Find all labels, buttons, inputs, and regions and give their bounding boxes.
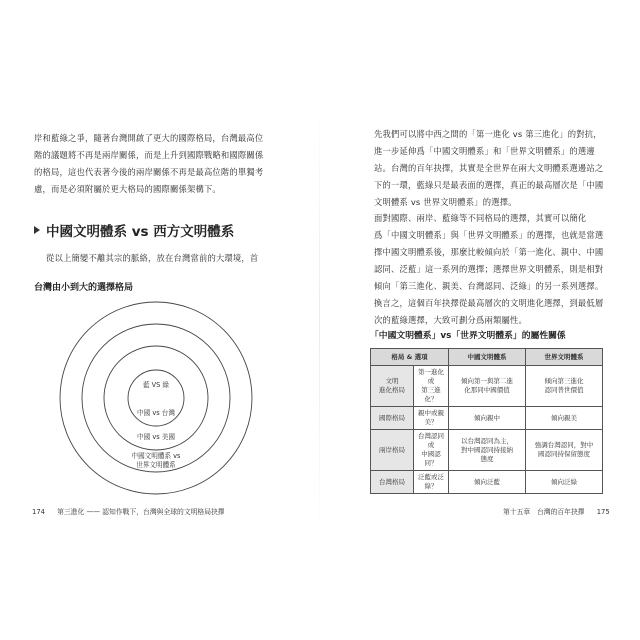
cell-scope	[371, 471, 414, 494]
table-row	[371, 430, 603, 471]
cell-world	[526, 471, 603, 494]
cell-text: 傾向親美	[551, 413, 577, 422]
cell-text: 進化格局	[379, 386, 405, 394]
text-line: 次的藍綠選擇，大致可劃分爲兩類屬性。	[374, 315, 527, 325]
cell-scope	[371, 430, 414, 471]
cell-text: 化那同中國價值	[464, 386, 510, 394]
cell-option	[414, 430, 449, 471]
table-caption: 「中國文明體系」vs「世界文明體系」的屬性關係	[370, 331, 566, 341]
ring-label-outer-line2: 世界文明體系	[136, 461, 176, 469]
cell-text: 傾向第三進化	[544, 377, 584, 385]
cell-china	[449, 430, 526, 471]
text-line: 進一步延伸爲「中國文明體系」和「世界文明體系」的選邊	[374, 146, 595, 156]
right-page	[320, 0, 640, 640]
running-title: 第十五章 台灣的百年抉擇	[503, 508, 585, 516]
text-line: 下的一環，藍綠只是最表面的選擇，真正的最高層次是「中國	[374, 180, 604, 190]
cell-text: 第一進化或	[418, 368, 444, 385]
cell-text: 以台灣認同為主，	[461, 436, 513, 445]
cell-text: 傾向第一與第二進	[461, 377, 513, 385]
cell-text: 國認同持保留態度	[538, 450, 590, 458]
left-footer	[32, 506, 225, 516]
cell-text: 兩岸格局	[379, 445, 405, 454]
figure-caption: 台灣由小到大的選擇格局	[34, 283, 134, 293]
cell-text: 傾向泛藍	[474, 477, 500, 486]
attribute-table	[370, 348, 603, 494]
cell-text: 傾向泛綠	[551, 477, 577, 486]
text-line: 先我們可以將中西之間的「第一進化 vs 第三進化」的對抗，	[374, 129, 602, 139]
section-heading-text: 中國文明體系 vs 西方文明體系	[46, 224, 235, 240]
page-number: 174	[32, 508, 45, 516]
table-header-row	[371, 349, 603, 366]
cell-text: 中國認同？	[421, 450, 441, 467]
cell-text: 認同普世價值	[544, 386, 584, 394]
ring-label-inner: 藍 VS 綠	[142, 381, 170, 389]
text-line: 傾向「第三進化、親美、台灣認同、泛綠」的另一系列選擇。	[374, 281, 604, 291]
header-china: 中國文明體系	[449, 349, 526, 366]
cell-text: 國際格局	[379, 413, 405, 422]
left-paragraph-1	[34, 130, 263, 198]
concentric-circles-diagram	[32, 298, 282, 498]
cell-option	[414, 471, 449, 494]
cell-world	[526, 430, 603, 471]
text-line: 的格局，這也代表著今後的兩岸關係不再是最高位階的單獨考	[34, 167, 264, 177]
cell-text: 台灣格局	[379, 477, 405, 486]
cell-text: 台灣認同或	[418, 432, 444, 449]
ring-label-third: 中國 vs 美國	[137, 433, 175, 441]
text-line: 從以上簡變不離其宗的脈絡，放在台灣當前的大環境，首	[46, 253, 259, 263]
cell-text: 親中或親美？	[418, 409, 444, 426]
cell-scope	[371, 366, 414, 407]
table-row	[371, 366, 603, 407]
text-line: 爲「中國文明體系」與「世界文明體系」的選擇，也就是當選	[374, 230, 604, 240]
text-line: 擇中國文明體系後，那麼比較傾向於「第一進化、親中、中國	[374, 247, 604, 257]
cell-text: 傾向親中	[474, 413, 500, 422]
section-heading	[34, 220, 234, 240]
header-world: 世界文明體系	[526, 349, 603, 366]
table-row	[371, 407, 603, 430]
right-paragraph-1	[374, 126, 603, 211]
cell-text: 對中國認同持接納	[461, 445, 513, 454]
cell-text: 態度	[480, 454, 494, 463]
cell-china	[449, 407, 526, 430]
text-line: 階的議題將不再是兩岸關係，而是上升到國際戰略和國際關係	[34, 150, 264, 160]
cell-text: 文明	[385, 377, 399, 385]
right-paragraph-2	[374, 210, 603, 329]
cell-china	[449, 471, 526, 494]
cell-scope	[371, 407, 414, 430]
left-paragraph-2	[46, 250, 258, 267]
inner-ring	[128, 370, 184, 426]
text-line: 站。台灣的百年抉擇，其實是全世界在兩大文明體系選邊站之	[374, 163, 604, 173]
text-line: 認同、泛藍」這一系列的選擇；選擇世界文明體系，則是相對	[374, 264, 604, 274]
ring-label-second: 中國 vs 台灣	[137, 409, 175, 417]
ring-label-outer-line1: 中國文明體系 vs	[131, 452, 181, 460]
cell-world	[526, 407, 603, 430]
cell-text: 強調台灣認同，對中	[534, 441, 594, 449]
text-line: 面對國際、兩岸、藍綠等不同格局的選擇，其實可以簡化	[374, 213, 587, 223]
table-row	[371, 471, 603, 494]
cell-option	[414, 366, 449, 407]
cell-china	[449, 366, 526, 407]
running-title: 第三進化 —— 認知作戰下，台灣與全球的文明格局抉擇	[57, 508, 225, 516]
right-footer	[503, 506, 610, 516]
triangle-bullet-icon	[34, 226, 40, 234]
cell-option	[414, 407, 449, 430]
text-line: 換言之，這個百年抉擇從最高層次的文明進化選擇，到最低層	[374, 298, 604, 308]
text-line: 文明體系 vs 世界文明體系」的選擇。	[374, 197, 517, 207]
header-scope-option: 格局 & 選項	[371, 349, 449, 366]
page-number: 175	[596, 508, 610, 516]
text-line: 岸和藍綠之爭，隨著台灣開啟了更大的國際格局，台灣最高位	[34, 133, 264, 143]
cell-text: 泛藍或泛綠？	[418, 473, 444, 490]
cell-text: 第三進化？	[421, 386, 441, 403]
text-line: 慮，而是必須附屬於更大格局的國際關係架構下。	[34, 184, 221, 194]
cell-world	[526, 366, 603, 407]
